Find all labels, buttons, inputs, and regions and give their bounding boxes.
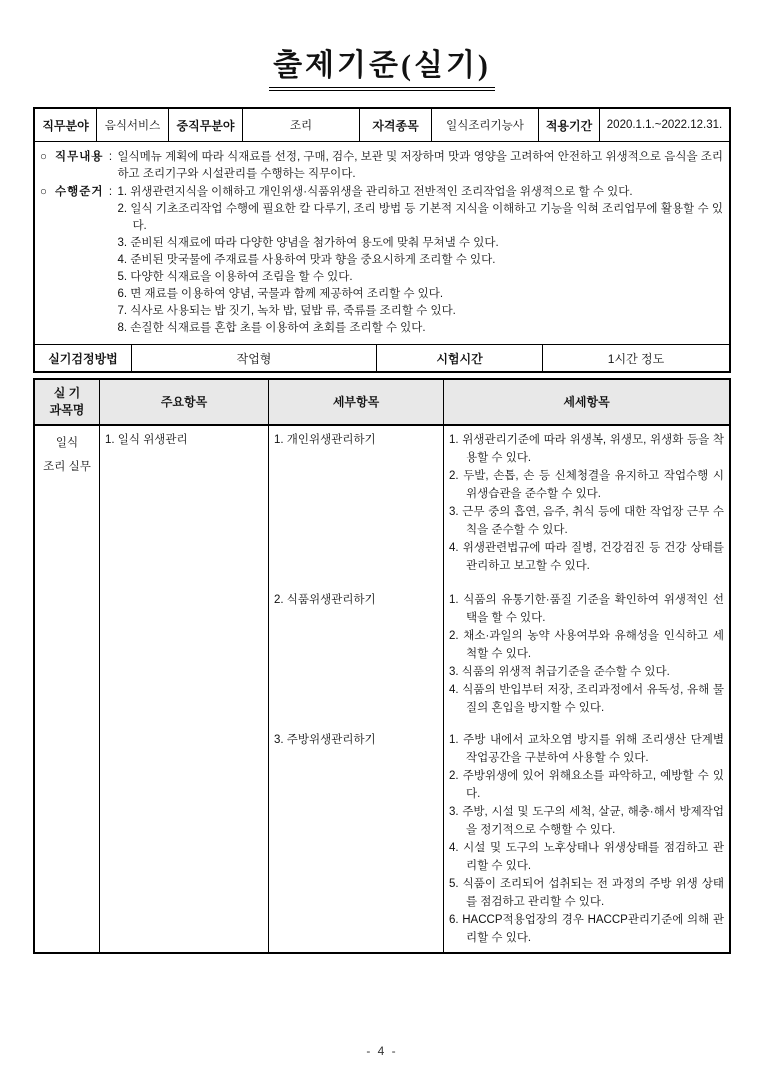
- detail-items-cell: [444, 426, 729, 952]
- criteria-table-header: [35, 380, 729, 426]
- detail-group-personal-hygiene: [449, 431, 724, 591]
- page-number: - 4 -: [366, 1044, 398, 1058]
- header-sub-items-label: 세부항목: [332, 394, 380, 409]
- detail-item: 4. 식품의 반입부터 저장, 조리과정에서 유독성, 유해 물질의 혼입을 방지할 수 있다.: [449, 684, 724, 714]
- performance-criteria-item: 5. 다양한 식재료을 이용하여 조림을 할 수 있다.: [117, 271, 353, 283]
- sub-item: 1. 개인위생관리하기: [274, 434, 376, 446]
- performance-criteria-label: 수행준거: [55, 186, 104, 198]
- detail-group-kitchen-hygiene: [449, 731, 724, 947]
- detail-item: 3. 식품의 위생적 취급기준을 준수할 수 있다.: [449, 666, 670, 678]
- detail-group-food-hygiene: [449, 591, 724, 731]
- subject-line2: 조리 실무: [43, 461, 91, 473]
- header-major-items: [100, 380, 269, 424]
- header-detail-items: [444, 380, 729, 424]
- separator-colon: :: [108, 151, 113, 163]
- separator-colon: :: [108, 186, 113, 198]
- detail-item: 5. 식품이 조리되어 섭취되는 전 과정의 주방 위생 상태를 점검하고 관리할 수 있다.: [449, 878, 724, 908]
- sub-items-cell: [269, 426, 444, 952]
- header-major-items-label: 주요항목: [160, 394, 208, 409]
- header-detail-items-label: 세세항목: [563, 394, 610, 409]
- mid-field-label: 중직무분야: [169, 109, 243, 141]
- detail-item: 1. 식품의 유통기한·품질 기준을 확인하여 위생적인 선택을 할 수 있다.: [449, 594, 724, 624]
- job-field-label: 직무분야: [35, 109, 97, 141]
- period-value: 2020.1.1.~2022.12.31.: [606, 119, 723, 131]
- info-row: [35, 109, 729, 141]
- mid-field-value: 조리: [243, 109, 360, 141]
- title-wrap: [33, 40, 731, 91]
- subject-line1: 일식: [55, 437, 79, 449]
- job-description-text: 일식메뉴 계획에 따라 식재료를 선정, 구매, 검수, 보관 및 저장하며 맛과 영양을 고려하여 안전하고 위생적으로 음식을 조리하고 조리기구와 시설관리를 수행하는 직무이다.: [117, 151, 723, 180]
- job-description-label: 직무내용: [55, 151, 104, 163]
- exam-method-row: [35, 344, 729, 371]
- criteria-table: [33, 378, 731, 954]
- detail-item: 3. 주방, 시설 및 도구의 세척, 살균, 해충·해서 방제작업을 정기적으로 수행할 수 있다.: [449, 806, 724, 836]
- major-item: 1. 일식 위생관리: [105, 434, 188, 446]
- header-subject-line1: 실 기: [53, 386, 81, 400]
- circle-bullet-icon: ○: [40, 151, 47, 163]
- circle-bullet-icon: ○: [40, 186, 47, 198]
- detail-item: 1. 주방 내에서 교차오염 방지를 위해 조리생산 단계별 작업공간을 구분하여 사용할 수 있다.: [449, 734, 724, 764]
- overview-table: [33, 107, 731, 373]
- detail-item: 2. 주방위생에 있어 위해요소를 파악하고, 예방할 수 있다.: [449, 770, 724, 800]
- performance-criteria-item: 7. 식사로 사용되는 밥 짓기, 녹차 밥, 덮밥 류, 죽류를 조리할 수 있다.: [117, 305, 456, 317]
- performance-criteria-item: 6. 면 재료를 이용하여 양념, 국물과 함께 제공하여 조리할 수 있다.: [117, 288, 444, 300]
- header-sub-items: [269, 380, 444, 424]
- detail-item: 4. 위생관련법규에 따라 질병, 건강검진 등 건강 상태를 관리하고 보고할 수 있다.: [449, 542, 724, 572]
- duty-block: [35, 141, 729, 344]
- header-subject-line2: 과목명: [49, 403, 85, 417]
- exam-method-value: 작업형: [132, 345, 377, 371]
- period-label: 적용기간: [539, 109, 600, 141]
- subject-cell: [35, 426, 100, 952]
- job-field-value: 음식서비스: [97, 109, 169, 141]
- detail-item: 2. 두발, 손톱, 손 등 신체청결을 유지하고 작업수행 시 위생습관을 준수할 수 있다.: [449, 470, 724, 500]
- cert-value: 일식조리기능사: [432, 109, 539, 141]
- cert-label: 자격종목: [360, 109, 432, 141]
- detail-item: 3. 근무 중의 흡연, 음주, 취식 등에 대한 작업장 근무 수칙을 준수할 수 있다.: [449, 506, 724, 536]
- job-description-row: [40, 149, 723, 183]
- detail-item: 4. 시설 및 도구의 노후상태나 위생상태를 점검하고 관리할 수 있다.: [449, 842, 724, 872]
- performance-criteria-item: 8. 손질한 식재료를 혼합 초를 이용하여 초회를 조리할 수 있다.: [117, 322, 426, 334]
- header-subject: [35, 380, 100, 424]
- detail-item: 6. HACCP적용업장의 경우 HACCP관리기준에 의해 관리할 수 있다.: [449, 914, 724, 944]
- major-item-cell: [100, 426, 269, 952]
- performance-criteria-row: [40, 184, 723, 337]
- detail-item: 2. 채소·과일의 농약 사용여부와 유해성을 인식하고 세척할 수 있다.: [449, 630, 724, 660]
- exam-time-label: 시험시간: [377, 345, 543, 371]
- sub-item: 3. 주방위생관리하기: [274, 734, 376, 746]
- performance-criteria-list: [117, 184, 723, 337]
- exam-method-label: 실기검정방법: [35, 345, 132, 371]
- performance-criteria-item: 1. 위생관련지식을 이해하고 개인위생·식품위생을 관리하고 전반적인 조리작업을 위생적으로 할 수 있다.: [117, 186, 633, 198]
- detail-item: 1. 위생관리기준에 따라 위생복, 위생모, 위생화 등을 착용할 수 있다.: [449, 434, 724, 464]
- exam-time-value: 1시간 정도: [607, 351, 665, 366]
- criteria-table-body: [35, 426, 729, 952]
- performance-criteria-item: 2. 일식 기초조리작업 수행에 필요한 칼 다루기, 조리 방법 등 기본적 지식을 이해하고 기능을 익혀 조리업무에 활용할 수 있다.: [117, 203, 723, 232]
- sub-item: 2. 식품위생관리하기: [274, 594, 376, 606]
- performance-criteria-item: 3. 준비된 식재료에 따라 다양한 양념을 첨가하여 용도에 맞춰 무쳐낼 수 있다.: [117, 237, 499, 249]
- performance-criteria-item: 4. 준비된 맛국물에 주재료를 사용하여 맛과 향을 중요시하게 조리할 수 있다.: [117, 254, 496, 266]
- page-title: 출제기준(실기): [269, 40, 495, 91]
